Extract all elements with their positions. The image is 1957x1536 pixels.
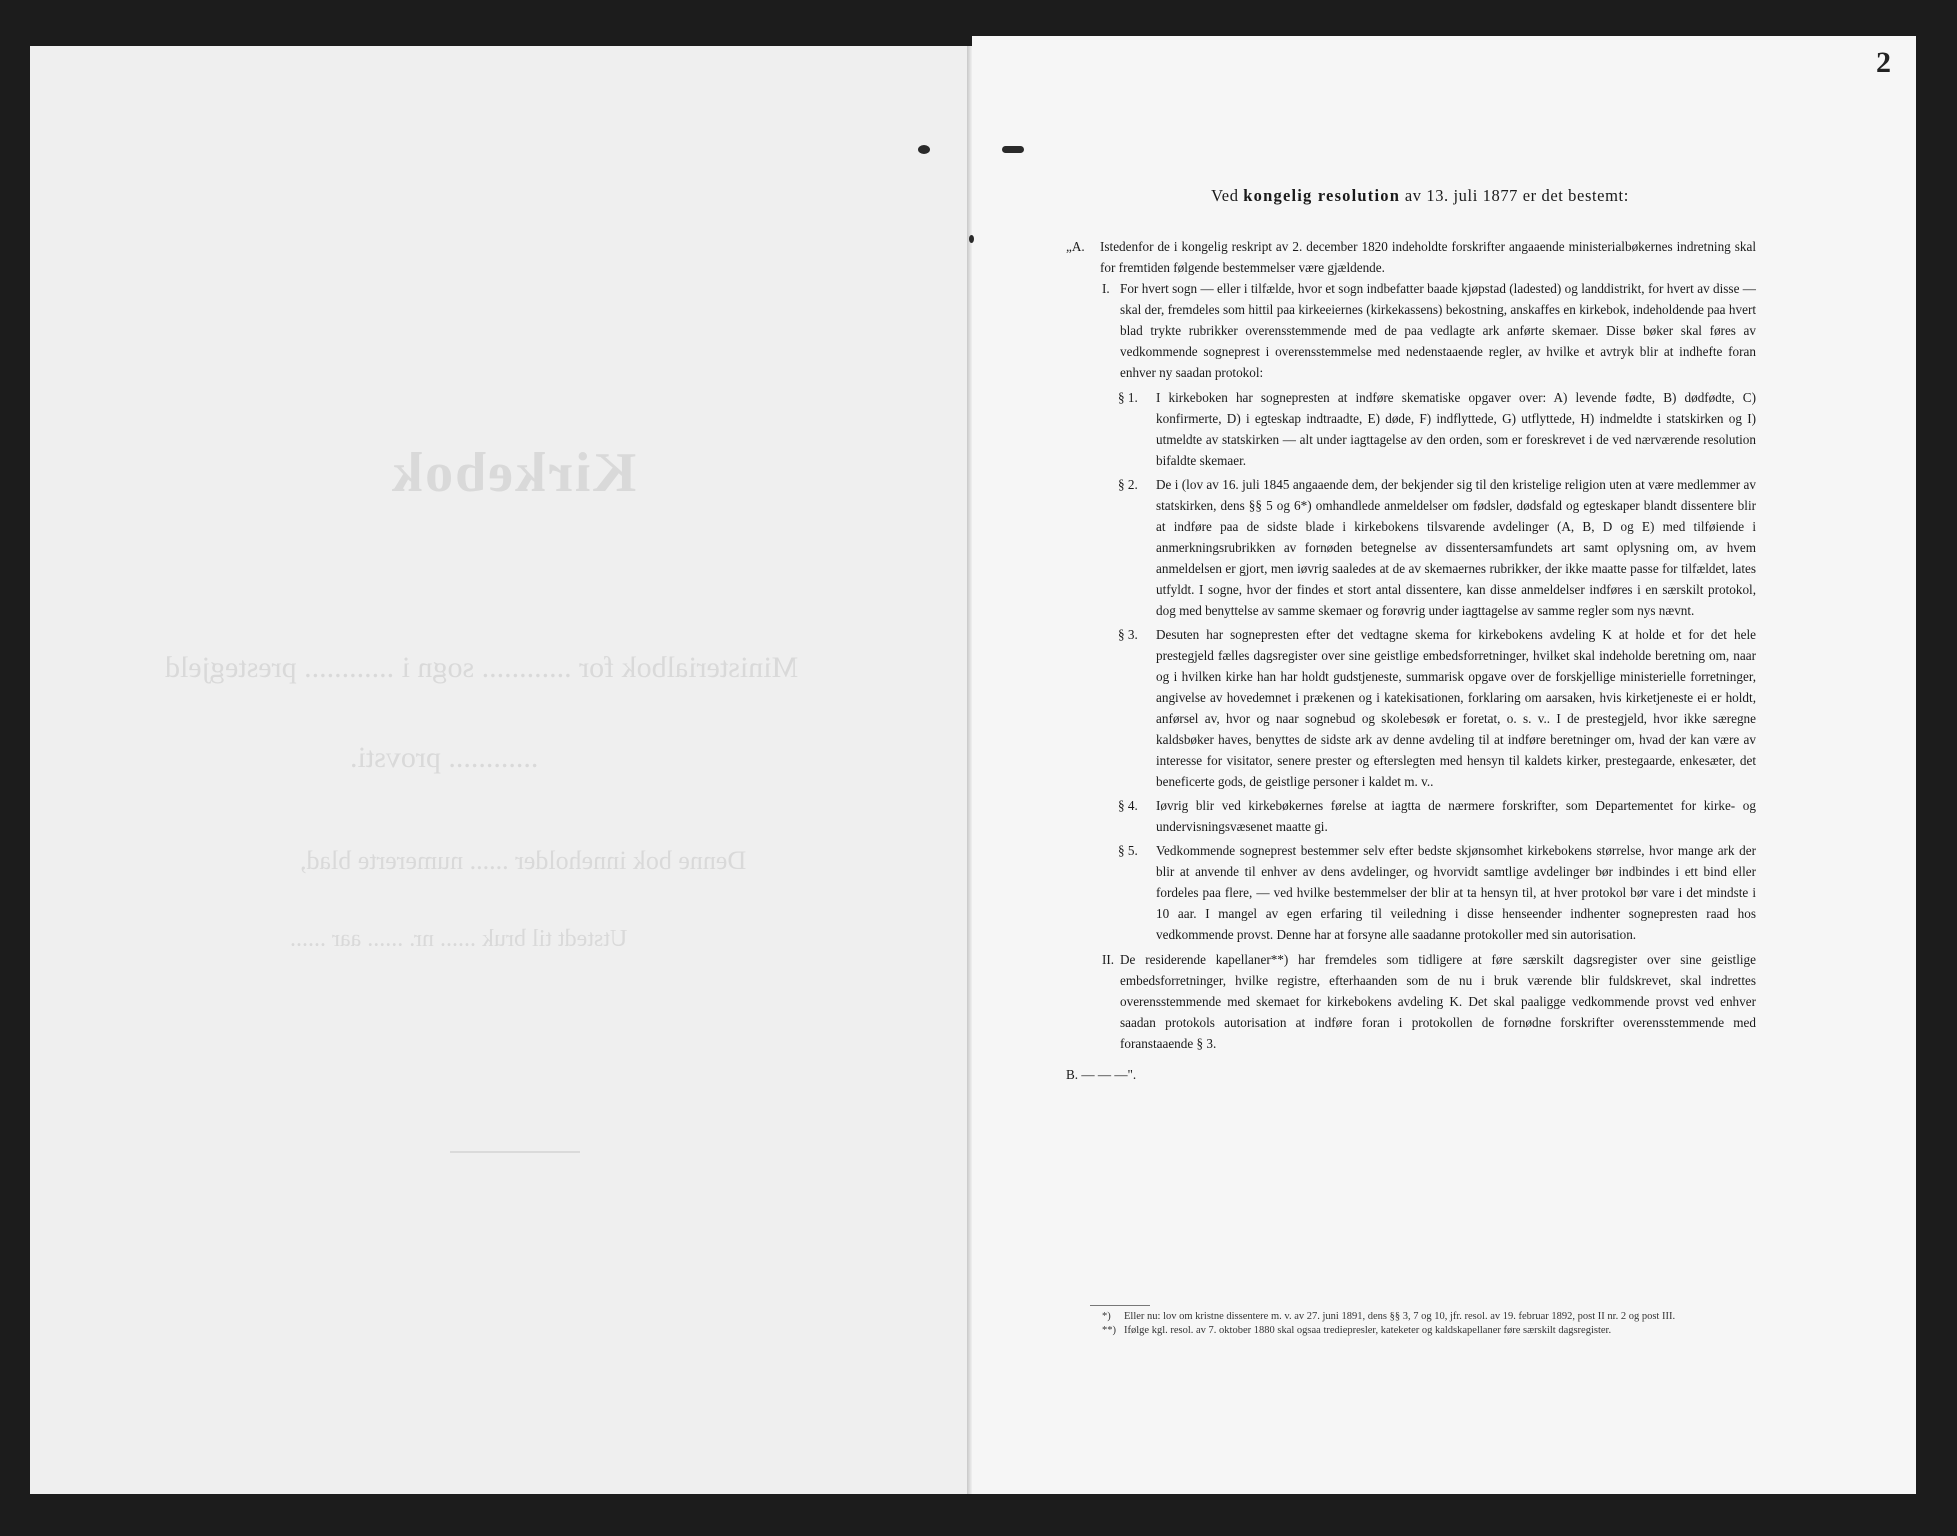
resolution-heading bbox=[1060, 186, 1780, 206]
item-1-mark: I. bbox=[1102, 281, 1110, 296]
resolution-body bbox=[1066, 236, 1756, 1085]
left-page bbox=[30, 46, 972, 1494]
ink-spot bbox=[918, 145, 930, 154]
bleed-through-line: Denne bok inneholder ...... numererte blad, bbox=[300, 846, 747, 875]
bleed-through-rule bbox=[450, 1151, 580, 1153]
paragraph-text: Desuten har sognepresten efter det vedtagne skema for kirkebokens avdeling K at holde et for det hele prestegjeld fælles dagsregister over sine geistlige embedsforretninger, hvilket skal indeholde beretning om, naar og i hvilken kirke han har holdt gudstjeneste, summarisk opgave over de forskjellige ministerielle forretninger, angivelse av hovedemnet i prækenen og i katekisationen, forklaring om aarsaken, hvis kirketjeneste ei er holdt, anførsel av, hvor og naar sognebud og skolebesøk er foretat, o. s. v.. I de prestegjeld, hvor ikke særegne kaldsbøker haves, benyttes de sidste ark av denne avdeling til at indføre beretninger om, hvad der kan være av interesse for visitator, senere prester og efterslegten med hensyn til kaldets kirker, prestegaarde, enkesæter, det beneficerte gods, de geistlige personer i kaldet m. v.. bbox=[1156, 627, 1756, 789]
paragraph-text: Iøvrig blir ved kirkebøkernes førelse at iagtta de nærmere forskrifter, som Departementet for kirke- og undervisningsvæsenet maatte gi. bbox=[1156, 798, 1756, 834]
section-b: B. — — —". bbox=[1066, 1067, 1137, 1082]
footnote-2 bbox=[1090, 1324, 1762, 1338]
ink-spot bbox=[1002, 146, 1024, 153]
bleed-through-line: Utstedt til bruk ...... nr. ...... aar ...... bbox=[290, 926, 628, 952]
footnotes bbox=[1090, 1306, 1762, 1338]
item-2-text: De residerende kapellaner**) har fremdeles som tidligere at føre særskilt dagsregister over sine geistlige embedsforretninger, hvilke registre, efterhaanden som de nu i bruk værende blir fuldskrevet, skal indrettes overensstemmende med skemaet for kirkebokens avdeling K. Det skal paaligge vedkommende provst ved enhver saadan protokols autorisation at indføre foran i protokollen de fornødne forskrifter overensstemmende med foranstaaende § 3. bbox=[1120, 952, 1756, 1051]
paragraph-2 bbox=[1118, 474, 1756, 621]
ink-spot bbox=[969, 235, 974, 243]
item-1 bbox=[1102, 278, 1756, 383]
footnote-mark: **) bbox=[1102, 1325, 1116, 1336]
bleed-through-title: Kirkebok bbox=[390, 442, 637, 504]
paragraph-mark: § 5. bbox=[1118, 843, 1138, 858]
paragraph-4 bbox=[1118, 795, 1756, 837]
paragraph-text: Vedkommende sogneprest bestemmer selv efter bedste skjønsomhet kirkebokens størrelse, hvor mange ark der blir at anvende til enhver av dens avdelinger, og hvorvidt samtlige avdelinger bør indbindes i ett bind eller fordeles paa flere, — ved hvilke bestemmelser der blir at ta hensyn til, at hver protokol bør vare i det mindste i 10 aar. I mangel av egen erfaring til veiledning i disse henseender indhenter sognepresten raad hos vedkommende provst. Denne har at forsyne alle saadanne protokoller med sin autorisation. bbox=[1156, 843, 1756, 942]
footnote-text: Eller nu: lov om kristne dissentere m. v. av 27. juni 1891, dens §§ 3, 7 og 10, jfr. resol. av 19. februar 1892, post II nr. 2 og post III. bbox=[1124, 1311, 1676, 1322]
bleed-through-line: ............ provsti. bbox=[350, 741, 539, 774]
paragraph-1 bbox=[1118, 387, 1756, 471]
footnote-mark: *) bbox=[1102, 1311, 1111, 1322]
paragraph-mark: § 4. bbox=[1118, 798, 1138, 813]
paragraph-text: I kirkeboken har sognepresten at indføre skematiske opgaver over: A) levende fødte, B) dødfødte, C) konfirmerte, D) i egteskap indtraadte, E) døde, F) indflyttede, G) utflyttede, H) indmeldte i statskirken og I) utmeldte av statskirken — alt under iagttagelse av den orden, som er foreskrevet i de ved nærværende resolution bifaldte skemaer. bbox=[1156, 390, 1756, 468]
section-a bbox=[1066, 236, 1756, 278]
paragraph-text: De i (lov av 16. juli 1845 angaaende dem, der bekjender sig til den kristelige religion uten at være medlemmer av statskirken, dens §§ 5 og 6*) omhandlede anmeldelser om fødsler, dødsfald og egteskaper blandt dissentere blir at indføre paa de sidste blade i kirkebokens tilsvarende avdelinger (A, B, D og E) med tilføiende i anmerkningsrubrikken av fornøden betegnelse av dissentersamfundets art samt oplysning om, av hvem anmeldelsen er gjort, men iøvrig saaledes at de av skemaernes rubrikker, der ikke maatte passe for tilfældet, lates utfyldt. I sogne, hvor der findes et stort antal dissentere, kan disse anmeldelser indføres i en særskilt protokol, dog med benyttelse av samme skemaer og forøvrig under iagttagelse av samme regler som nys nævnt. bbox=[1156, 477, 1756, 618]
footnote-rule bbox=[1090, 1305, 1150, 1306]
paragraph-3 bbox=[1118, 624, 1756, 792]
heading-suffix: av 13. juli 1877 er det bestemt: bbox=[1404, 186, 1629, 205]
item-2 bbox=[1102, 949, 1756, 1054]
heading-bold: kongelig resolution bbox=[1243, 186, 1401, 205]
paragraph-mark: § 1. bbox=[1118, 390, 1138, 405]
footnote-text: Ifølge kgl. resol. av 7. oktober 1880 skal ogsaa trediepresler, kateketer og kaldskapellaner føre særskilt dagsregister. bbox=[1124, 1325, 1612, 1336]
heading-prefix: Ved bbox=[1211, 186, 1239, 205]
item-2-mark: II. bbox=[1102, 952, 1115, 967]
paragraph-mark: § 3. bbox=[1118, 627, 1138, 642]
paragraph-mark: § 2. bbox=[1118, 477, 1138, 492]
page-number: 2 bbox=[1876, 46, 1891, 79]
section-a-mark: „A. bbox=[1066, 239, 1085, 254]
paragraph-5 bbox=[1118, 840, 1756, 945]
footnote-1 bbox=[1090, 1310, 1762, 1324]
item-1-text: For hvert sogn — eller i tilfælde, hvor et sogn indbefatter baade kjøpstad (ladested) og landdistrikt, for hvert av disse — skal der, fremdeles som hittil paa kirkeeiernes (kirkekassens) bekostning, anskaffes en kirkebok, indeholdende paa hvert blad trykte rubrikker overensstemmende med de paa vedlagte ark anførte skemaer. Disse bøker skal føres av vedkommende sogneprest i overensstemmelse med nedenstaaende regler, av hvilke et avtryk blir at indhefte foran enhver ny saadan protokol: bbox=[1120, 281, 1756, 380]
bleed-through-line: Ministerialbok for ............ sogn i ............ prestegjeld bbox=[165, 651, 799, 684]
section-a-text: Istedenfor de i kongelig reskript av 2. december 1820 indeholdte forskrifter angaaende ministerialbøkernes indretning skal for fremtiden følgende bestemmelser være gjældende. bbox=[1100, 239, 1756, 275]
